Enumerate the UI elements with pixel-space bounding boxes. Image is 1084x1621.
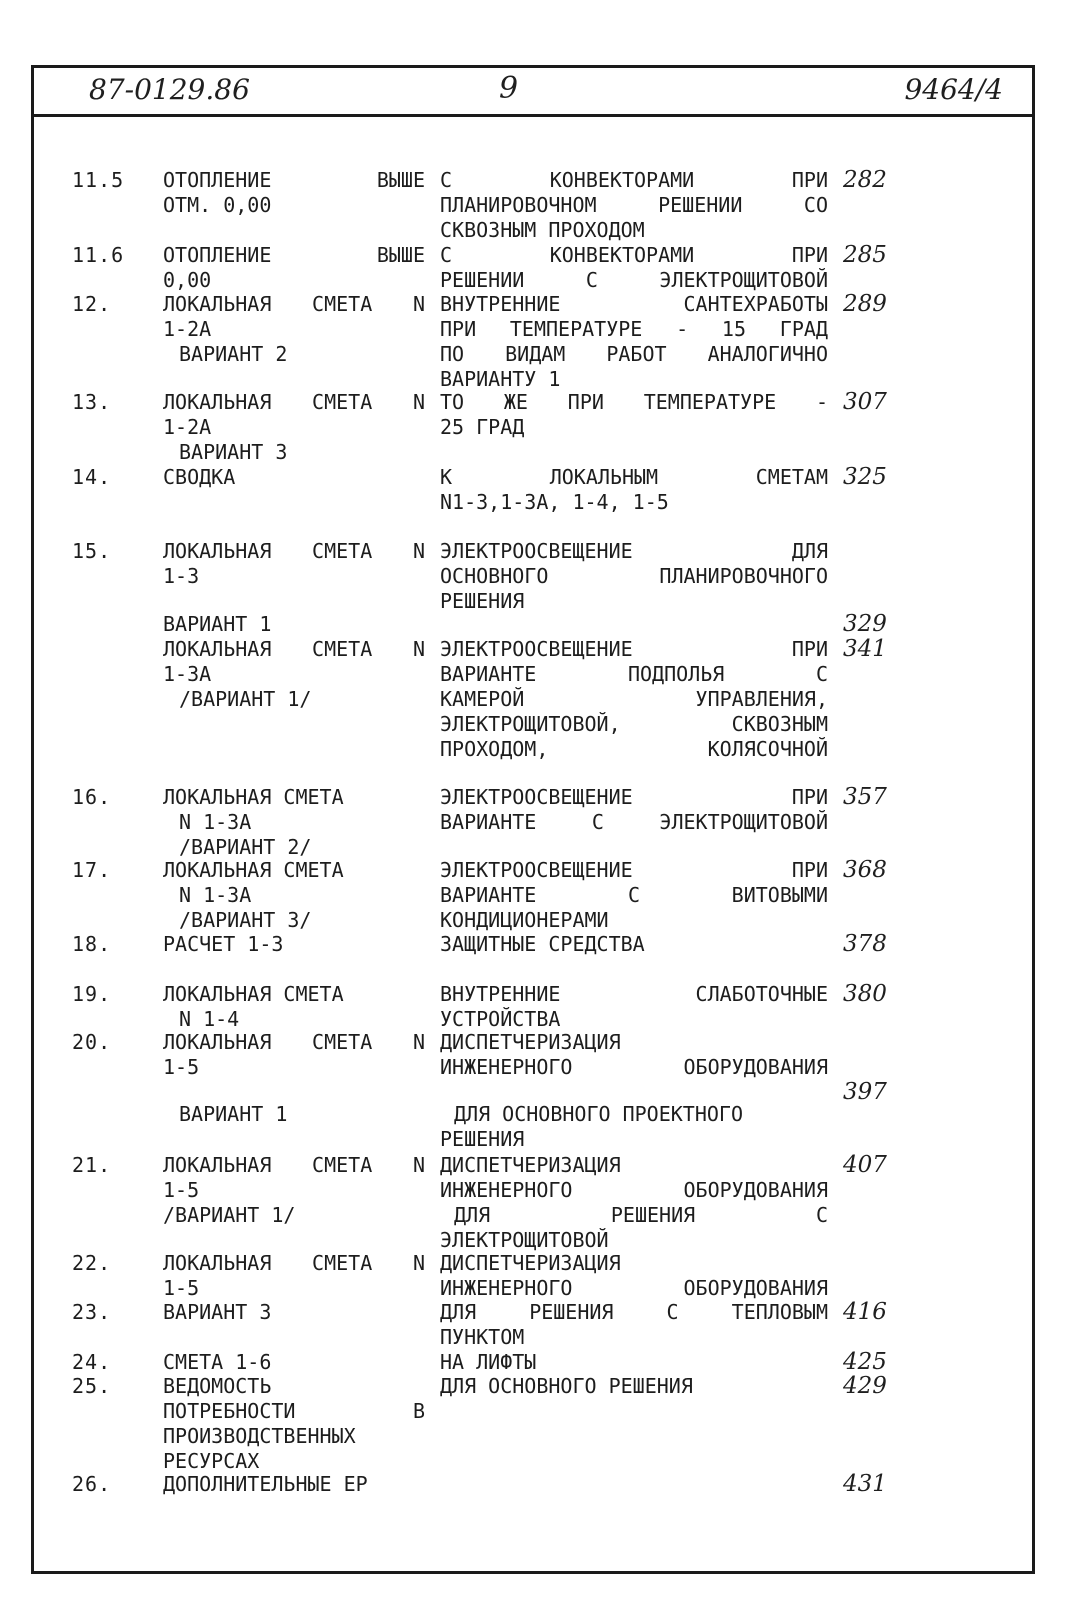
entry-description [440, 1300, 828, 1350]
entry-title-line: ВАРИАНТ 3 [163, 1300, 272, 1324]
entry-description-line: ПРОХОДОМ, КОЛЯСОЧНОЙ [440, 737, 828, 761]
entry-page-number: 429 [843, 1373, 887, 1399]
entry-number: 26. [72, 1472, 112, 1496]
entry-description-line: СКВОЗНЫМ ПРОХОДОМ [440, 218, 645, 242]
entry-page-number: 341 [843, 636, 887, 662]
entry-description-line: ИНЖЕНЕРНОГО ОБОРУДОВАНИЯ [440, 1276, 828, 1300]
entry-description-line: 25 ГРАД [440, 415, 525, 439]
entry-number: 15. [72, 539, 112, 563]
header-row [31, 65, 1035, 117]
entry-title [163, 982, 425, 1032]
entry-title-line: 1-2А [163, 317, 212, 341]
entry-page-number: 368 [843, 857, 887, 883]
entry-description-line: ДЛЯ ОСНОВНОГО РЕШЕНИЯ [440, 1374, 693, 1398]
entry-description-line: КАМЕРОЙ УПРАВЛЕНИЯ, [440, 687, 828, 711]
entry-number: 11.6 [72, 243, 125, 267]
entry-title [163, 1374, 425, 1474]
entry-description [440, 292, 828, 392]
entry-page-number: 289 [843, 291, 887, 317]
entry-page-number: 380 [843, 981, 887, 1007]
entry-number: 19. [72, 982, 112, 1006]
entry-title-line: 1-5 [163, 1178, 200, 1202]
entry-number: 21. [72, 1153, 112, 1177]
entry-page-number: 329 [843, 611, 887, 637]
entry-description [440, 932, 828, 957]
entry-description [440, 539, 828, 614]
entry-page-number: 378 [843, 931, 887, 957]
entry-title-line: ЛОКАЛЬНАЯ СМЕТА N [163, 637, 425, 661]
entry-title [163, 1300, 425, 1325]
entry-description-line: ИНЖЕНЕРНОГО ОБОРУДОВАНИЯ [440, 1178, 828, 1202]
entry-number: 14. [72, 465, 112, 489]
entry-description-line: К ЛОКАЛЬНЫМ СМЕТАМ [440, 465, 828, 489]
entry-description-line: ЭЛЕКТРОЩИТОВОЙ, СКВОЗНЫМ [440, 712, 828, 736]
entry-title-line: ЛОКАЛЬНАЯ СМЕТА N [163, 1153, 425, 1177]
entry-title-line: РЕСУРСАХ [163, 1449, 260, 1473]
entry-title [163, 785, 425, 860]
entry-title-line: ЛОКАЛЬНАЯ СМЕТА N [163, 390, 425, 414]
entry-description [440, 1030, 828, 1080]
entry-title-line: N 1-3А [179, 810, 252, 834]
entry-description-line: ВАРИАНТЕ С ВИТОВЫМИ [440, 883, 828, 907]
document-number: 87-0129.86 [89, 73, 250, 106]
entry-description-line: УСТРОЙСТВА [440, 1007, 561, 1031]
entry-description-line: ЭЛЕКТРООСВЕЩЕНИЕ ДЛЯ [440, 539, 828, 563]
entry-number: 20. [72, 1030, 112, 1054]
entry-title-line: ЛОКАЛЬНАЯ СМЕТА N [163, 539, 425, 563]
entry-title [163, 1472, 425, 1497]
entry-description-line: ЗАЩИТНЫЕ СРЕДСТВА [440, 932, 645, 956]
entry-page-number: 407 [843, 1152, 887, 1178]
entry-title [163, 465, 425, 490]
entry-description [440, 465, 828, 515]
entry-title-line: ПРОИЗВОДСТВЕННЫХ [163, 1424, 356, 1448]
entry-description [440, 858, 828, 933]
entry-description-line: ДИСПЕТЧЕРИЗАЦИЯ [440, 1153, 621, 1177]
entry-number: 12. [72, 292, 112, 316]
entry-description-line: ДЛЯ РЕШЕНИЯ С [454, 1203, 828, 1227]
entry-number: 16. [72, 785, 112, 809]
entry-page-number: 282 [843, 167, 887, 193]
entry-title [163, 932, 425, 957]
entry-description-line: ОСНОВНОГО ПЛАНИРОВОЧНОГО [440, 564, 828, 588]
entry-title-line: N 1-4 [179, 1007, 240, 1031]
entry-title-line: N 1-3А [179, 883, 252, 907]
entry-number: 17. [72, 858, 112, 882]
entry-title-line: СМЕТА 1-6 [163, 1350, 272, 1374]
entry-title [163, 858, 425, 933]
entry-description-line: ЭЛЕКТРООСВЕЩЕНИЕ ПРИ [440, 637, 828, 661]
entry-description [440, 637, 828, 762]
entry-page-number: 285 [843, 242, 887, 268]
entry-description-line: ТО ЖЕ ПРИ ТЕМПЕРАТУРЕ - [440, 390, 828, 414]
entry-page-number: 431 [843, 1471, 887, 1497]
entry-title-line: 1-5 [163, 1276, 200, 1300]
entry-title [163, 539, 425, 589]
page-number: 9 [499, 71, 519, 106]
entry-description-line: ДИСПЕТЧЕРИЗАЦИЯ [440, 1030, 621, 1054]
sheet-number: 9464/4 [904, 73, 1003, 106]
entry-description-line: ДЛЯ РЕШЕНИЯ С ТЕПЛОВЫМ [440, 1300, 828, 1324]
entry-title-line: 1-3А [163, 662, 212, 686]
entry-page-number: 357 [843, 784, 887, 810]
entry-description-line: С КОНВЕКТОРАМИ ПРИ [440, 243, 828, 267]
entry-title-line: ЛОКАЛЬНАЯ СМЕТА [163, 982, 344, 1006]
entry-number: 25. [72, 1374, 112, 1398]
entry-description-line: ПРИ ТЕМПЕРАТУРЕ - 15 ГРАД [440, 317, 828, 341]
entry-title-line: ВАРИАНТ 1 [163, 612, 272, 636]
entry-title [163, 243, 425, 293]
entry-title-line: ЛОКАЛЬНАЯ СМЕТА N [163, 1030, 425, 1054]
entry-title-line: ВЕДОМОСТЬ [163, 1374, 272, 1398]
entry-title [163, 168, 425, 218]
entry-title-line: ЛОКАЛЬНАЯ СМЕТА N [163, 1251, 425, 1275]
entry-description-line: ВНУТРЕННИЕ СЛАБОТОЧНЫЕ [440, 982, 828, 1006]
entry-description-line: ИНЖЕНЕРНОГО ОБОРУДОВАНИЯ [440, 1055, 828, 1079]
entry-page-number: 325 [843, 464, 887, 490]
entry-title [163, 1153, 425, 1228]
entry-title-line: ЛОКАЛЬНАЯ СМЕТА N [163, 292, 425, 316]
entry-number: 18. [72, 932, 112, 956]
entry-title-line: ЛОКАЛЬНАЯ СМЕТА [163, 858, 344, 882]
entry-number: 24. [72, 1350, 112, 1374]
entry-description [440, 390, 828, 440]
entry-description-line: РЕШЕНИЯ [440, 589, 525, 613]
entry-title-line: ОТОПЛЕНИЕ ВЫШЕ [163, 168, 425, 192]
entry-title [163, 292, 425, 367]
entry-description-line: ДЛЯ ОСНОВНОГО ПРОЕКТНОГО [454, 1102, 743, 1126]
entry-description [440, 1350, 828, 1375]
entry-description-line: ЭЛЕКТРООСВЕЩЕНИЕ ПРИ [440, 858, 828, 882]
entry-title-line: РАСЧЕТ 1-3 [163, 932, 284, 956]
entry-page-number: 307 [843, 389, 887, 415]
entry-description-line: N1-3,1-3А, 1-4, 1-5 [440, 490, 669, 514]
entry-description-line: ВАРИАНТЕ ПОДПОЛЬЯ С [440, 662, 828, 686]
entry-description [440, 1251, 828, 1301]
entry-description-line: ДИСПЕТЧЕРИЗАЦИЯ [440, 1251, 621, 1275]
entry-title-line: 0,00 [163, 268, 212, 292]
entry-title-line: СВОДКА [163, 465, 236, 489]
entry-number: 22. [72, 1251, 112, 1275]
entry-description [440, 168, 828, 243]
entry-description-line: ЭЛЕКТРООСВЕЩЕНИЕ ПРИ [440, 785, 828, 809]
entry-page-number: 416 [843, 1299, 887, 1325]
entry-page-number: 425 [843, 1349, 887, 1375]
entry-title [163, 1102, 425, 1127]
entry-title [163, 637, 425, 712]
entry-description-line: ВАРИАНТЕ С ЭЛЕКТРОЩИТОВОЙ [440, 810, 828, 834]
entry-description [440, 982, 828, 1032]
entry-title-line: /ВАРИАНТ 2/ [179, 835, 312, 859]
entry-page-number: 397 [843, 1079, 887, 1105]
entry-description-line: РЕШЕНИЯ [440, 1127, 525, 1151]
entry-title-line: /ВАРИАНТ 1/ [179, 687, 312, 711]
entry-title-line: ВАРИАНТ 1 [179, 1102, 288, 1126]
entry-title-line: ЛОКАЛЬНАЯ СМЕТА [163, 785, 344, 809]
entry-description [440, 1153, 828, 1253]
entry-title-line: ПОТРЕБНОСТИ В [163, 1399, 425, 1423]
entry-title [163, 1030, 425, 1080]
entry-description-line: ПЛАНИРОВОЧНОМ РЕШЕНИИ СО [440, 193, 828, 217]
entry-title-line: ВАРИАНТ 3 [179, 440, 288, 464]
entry-description [440, 243, 828, 293]
entry-title [163, 1350, 425, 1375]
entry-title [163, 612, 425, 637]
entry-description-line: ВАРИАНТУ 1 [440, 367, 561, 391]
entry-description-line: НА ЛИФТЫ [440, 1350, 537, 1374]
entry-title-line: 1-5 [163, 1055, 200, 1079]
entry-title-line: ОТМ. 0,00 [163, 193, 272, 217]
entry-description-line: ЭЛЕКТРОЩИТОВОЙ [440, 1228, 609, 1252]
entry-description-line: ВНУТРЕННИЕ САНТЕХРАБОТЫ [440, 292, 828, 316]
entry-description [440, 1374, 828, 1399]
entry-title-line: /ВАРИАНТ 3/ [179, 908, 312, 932]
entry-number: 11.5 [72, 168, 125, 192]
entry-title-line: 1-3 [163, 564, 200, 588]
entry-description-line: ПУНКТОМ [440, 1325, 525, 1349]
entry-number: 23. [72, 1300, 112, 1324]
entry-description-line: С КОНВЕКТОРАМИ ПРИ [440, 168, 828, 192]
entry-title [163, 1251, 425, 1301]
entry-description-line: КОНДИЦИОНЕРАМИ [440, 908, 609, 932]
entry-title-line: 1-2А [163, 415, 212, 439]
entry-title-line: /ВАРИАНТ 1/ [163, 1203, 296, 1227]
entry-number: 13. [72, 390, 112, 414]
entry-description-line: ПО ВИДАМ РАБОТ АНАЛОГИЧНО [440, 342, 828, 366]
entry-description [440, 1102, 828, 1152]
entry-description [440, 785, 828, 835]
entry-title [163, 390, 425, 465]
entry-description-line: РЕШЕНИИ С ЭЛЕКТРОЩИТОВОЙ [440, 268, 828, 292]
entry-title-line: ОТОПЛЕНИЕ ВЫШЕ [163, 243, 425, 267]
entry-title-line: ВАРИАНТ 2 [179, 342, 288, 366]
entry-title-line: ДОПОЛНИТЕЛЬНЫЕ ЕР [163, 1472, 368, 1496]
